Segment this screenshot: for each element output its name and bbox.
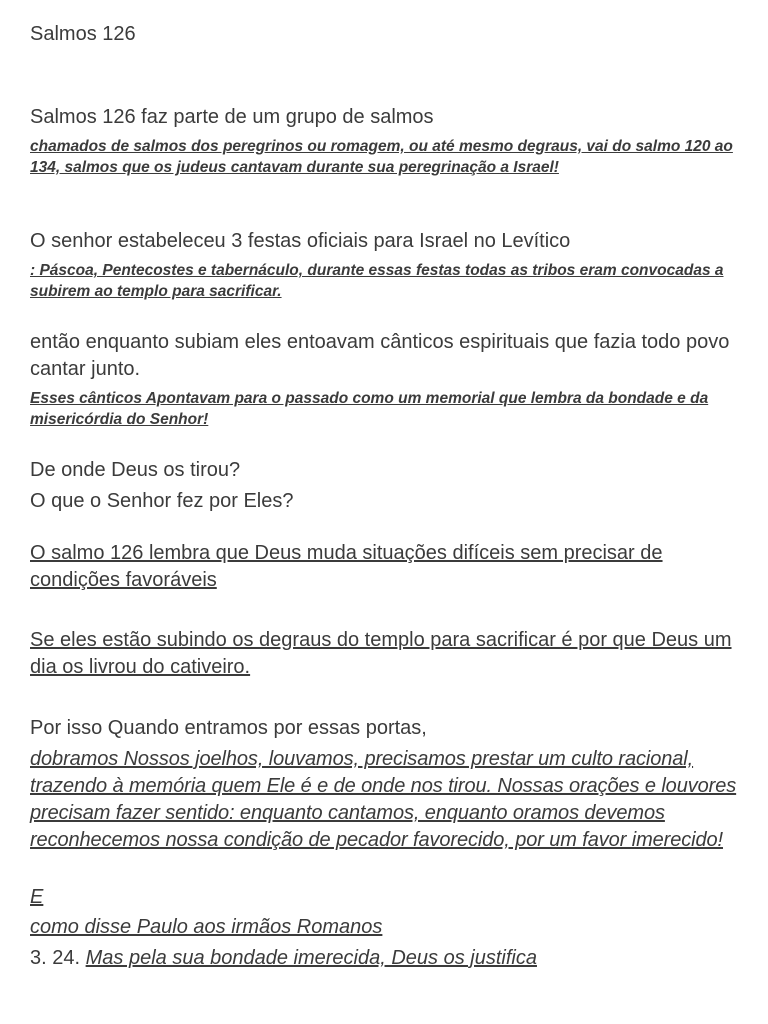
paragraph-1-heading: Salmos 126 faz parte de um grupo de salmos	[30, 106, 434, 128]
paragraph-6-body: dobramos Nossos joelhos, louvamos, precisamos prestar um culto racional, trazendo à memória quem Ele é e de onde nos tirou. Nossas orações e louvores precisam fazer sentido: enquanto cantamos, enquanto oramos devemos reconhecemos nossa condição de pecador favorecido, por um favor imerecido!	[30, 748, 737, 851]
paragraph-3-note: Esses cânticos Apontavam para o passado como um memorial que lembra da bondade e da misericórdia do Senhor!	[30, 390, 709, 428]
question-2: O que o Senhor fez por Eles?	[30, 490, 294, 512]
paragraph-3-heading: então enquanto subiam eles entoavam cânticos espirituais que fazia todo povo cantar junto.	[30, 331, 730, 380]
paragraph-6-heading: Por isso Quando entramos por essas portas,	[30, 717, 427, 739]
paragraph-4: O salmo 126 lembra que Deus muda situações difíceis sem precisar de condições favoráveis	[30, 542, 663, 591]
document-title: Salmos 126	[30, 23, 136, 45]
paragraph-5: Se eles estão subindo os degraus do templo para sacrificar é por que Deus um dia os livrou do cativeiro.	[30, 629, 732, 678]
paragraph-2-note: : Páscoa, Pentecostes e tabernáculo, durante essas festas todas as tribos eram convocadas a subirem ao templo para sacrificar.	[30, 262, 724, 300]
question-1: De onde Deus os tirou?	[30, 459, 241, 481]
verse-text: Mas pela sua bondade imerecida, Deus os justifica	[85, 947, 537, 969]
paragraph-6-e: E	[30, 886, 44, 908]
paragraph-2-heading: O senhor estabeleceu 3 festas oficiais para Israel no Levítico	[30, 230, 571, 252]
verse-reference: 3. 24.	[30, 947, 81, 969]
paragraph-6-paulo: como disse Paulo aos irmãos Romanos	[30, 916, 383, 938]
verse-line	[30, 945, 745, 972]
paragraph-1-note: chamados de salmos dos peregrinos ou romagem, ou até mesmo degraus, vai do salmo 120 ao 134, salmos que os judeus cantavam durante sua peregrinação a Israel!	[30, 138, 733, 176]
